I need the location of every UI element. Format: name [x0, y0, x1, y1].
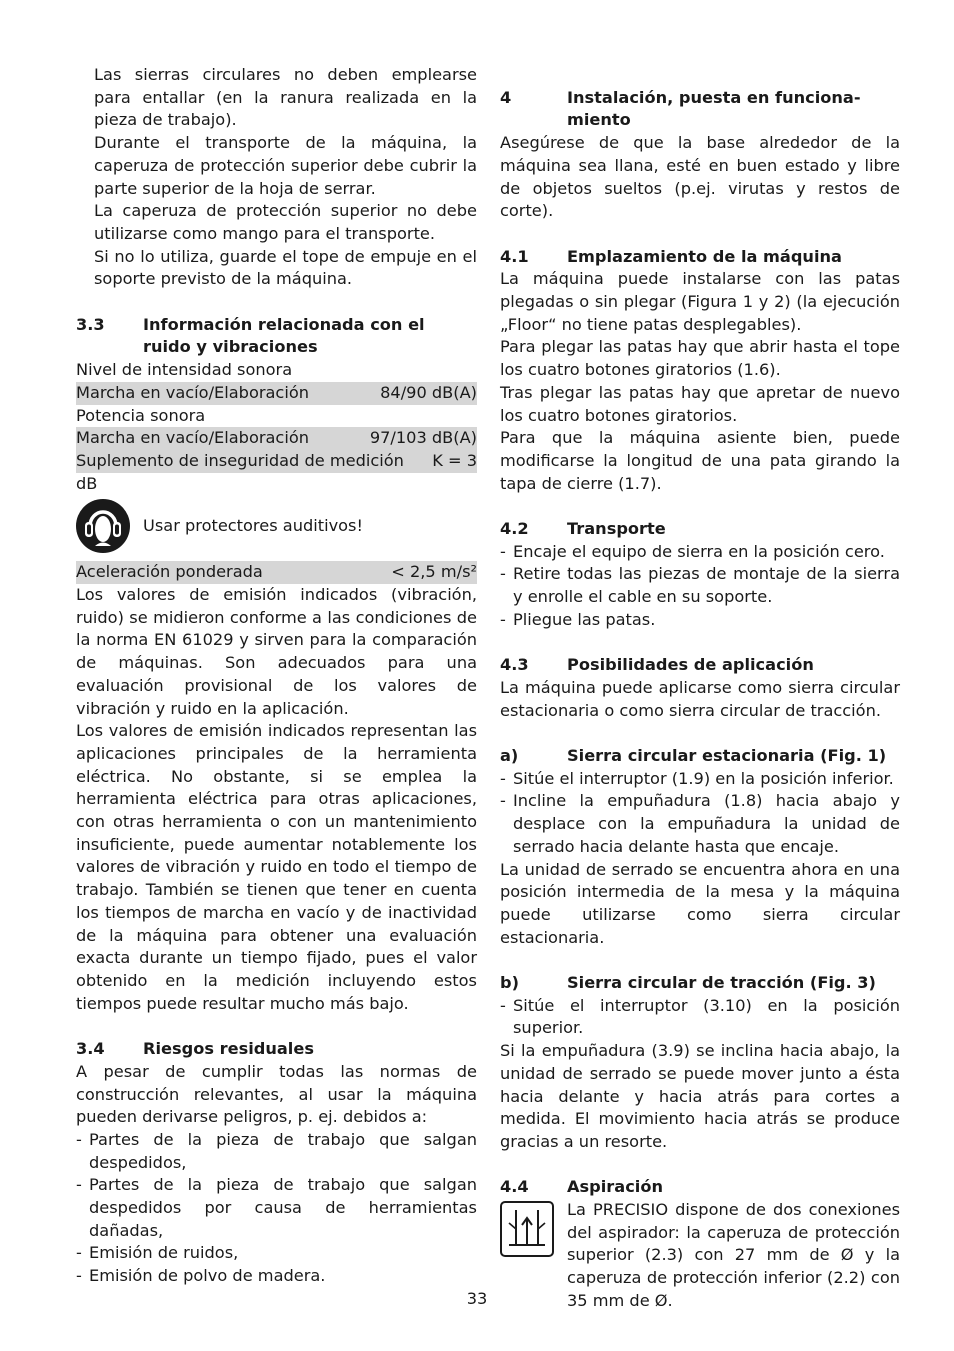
- list-item: - Incline la empuñadura (1.8) hacia abajo y desplace con la empuñadura la unidad de serrado hacia delante hasta que encaje.: [500, 790, 900, 858]
- section-title: Emplazamiento de la máquina: [567, 246, 842, 266]
- noise-row: [76, 450, 477, 473]
- section-text: Para plegar las patas hay que abrir hasta el tope los cuatro botones giratorios (1.6).: [500, 337, 900, 380]
- section-heading-4-3: [500, 654, 900, 677]
- page-number: 33: [466, 1289, 488, 1308]
- section-number: 4.3: [500, 655, 529, 675]
- section-title: Instalación, puesta en funciona-miento: [567, 87, 861, 130]
- section-text: La máquina puede aplicarse como sierra circular estacionaria o como sierra circular de tracción.: [500, 677, 900, 720]
- noise-row-label: Marcha en vacío/Elaboración: [76, 428, 309, 448]
- section-number: a): [500, 746, 519, 766]
- intro-paragraph: Las sierras circulares no deben emplearse para entallar (en la ranura realizada en la pieza de trabajo).: [94, 65, 477, 130]
- section-number: 4.2: [500, 519, 529, 539]
- noise-row-label: Suplemento de inseguridad de medición: [76, 450, 404, 470]
- noise-row-value: K = 3: [432, 450, 477, 470]
- section-number: 3.4: [76, 1039, 105, 1059]
- section-title: Riesgos residuales: [143, 1039, 314, 1059]
- list-item: - Encaje el equipo de sierra en la posición cero.: [500, 541, 900, 564]
- noise-row-value: 84/90 dB(A): [380, 382, 477, 402]
- list-item: - Sitúe el interruptor (1.9) en la posición inferior.: [500, 768, 900, 791]
- intro-paragraph: La caperuza de protección superior no debe utilizarse como mango para el transporte.: [94, 201, 477, 243]
- left-column: [76, 64, 477, 1288]
- noise-row: [76, 382, 477, 405]
- ear-protection-icon: [76, 499, 130, 553]
- section-heading-4: [500, 87, 900, 132]
- section-title: Información relacionada con el ruido y vibraciones: [143, 314, 425, 357]
- acceleration-value: < 2,5 m/s²: [391, 562, 477, 582]
- section-number: 4.1: [500, 246, 529, 266]
- list-item: - Retire todas las piezas de montaje de la sierra y enrolle el cable en su soporte.: [500, 563, 900, 608]
- ear-protection-text: Usar protectores auditivos!: [143, 515, 363, 535]
- emission-paragraph: Los valores de emisión indicados representan las aplicaciones principales de la herramienta eléctrica. No obstante, si se emplea la herramienta eléctrica para otras aplicaciones, con otras herramienta o con un mantenimiento insuficiente, puede aumentar notablemente los valores de vibración y ruido en todo el tiempo de trabajo. También se tienen que tener en cuenta los tiempos de marcha en vacío y de inactividad de la máquina para obtener una evaluación exacta durante un tiempo fijado, pues el valor obtenido en la medición incluyendo estos tiempos puede resultar mucho más bajo.: [76, 721, 477, 1013]
- section-heading-b: [500, 972, 900, 995]
- section-text: La PRECISIO dispone de dos conexiones del aspirador: la caperuza de protección superior (2.3) con 27 mm de Ø y la caperuza de protección inferior (2.2) con 35 mm de Ø.: [567, 1200, 900, 1310]
- section-number: b): [500, 973, 519, 993]
- emission-paragraph: Los valores de emisión indicados (vibración, ruido) se midieron conforme a las condiciones de la norma EN 61029 y sirven para la comparación de máquinas. Son adecuados para una evaluación provisional de los valores de vibración y ruido en la aplicación.: [76, 585, 477, 718]
- acceleration-row: [76, 561, 477, 584]
- list-item: - Emisión de polvo de madera.: [76, 1265, 477, 1288]
- list-item: - Pliegue las patas.: [500, 609, 900, 632]
- section-number: 4.4: [500, 1177, 529, 1197]
- section-heading-4-2: [500, 518, 900, 541]
- section-number: 3.3: [76, 314, 105, 334]
- right-column: [500, 64, 900, 1313]
- section-text: Si la empuñadura (3.9) se inclina hacia abajo, la unidad de serrado se puede mover junto a ésta hacia delante y hacia atrás para cortes a medida. El movimiento hacia atrás se produce gracias a un resorte.: [500, 1041, 900, 1151]
- section-title: Posibilidades de aplicación: [567, 655, 814, 675]
- list-item: - Partes de la pieza de trabajo que salgan despedidos por causa de herramientas dañadas,: [76, 1174, 477, 1242]
- transport-list: [500, 541, 900, 632]
- stationary-list: [500, 768, 900, 859]
- section-text: La unidad de serrado se encuentra ahora en una posición intermedia de la mesa y la máquina puede utilizarse como sierra circular estacionaria.: [500, 859, 900, 947]
- noise-row-unit: dB: [76, 473, 98, 493]
- section-number: 4: [500, 87, 512, 107]
- list-item: - Emisión de ruidos,: [76, 1242, 477, 1265]
- section-heading-3-3: [76, 314, 477, 359]
- residual-risk-intro: A pesar de cumplir todas las normas de construcción relevantes, al usar la máquina pueden derivarse peligros, p. ej. debidos a:: [76, 1061, 477, 1127]
- intro-paragraph: Durante el transporte de la máquina, la caperuza de protección superior debe cubrir la parte superior de la hoja de serrar.: [94, 133, 477, 198]
- section-text: Para que la máquina asiente bien, puede modificarse la longitud de una pata girando la tapa de cierre (1.7).: [500, 428, 900, 493]
- section-heading-3-4: [76, 1038, 477, 1061]
- dust-extraction-icon: [500, 1201, 554, 1257]
- residual-risk-list: [76, 1129, 477, 1288]
- section-title: Sierra circular de tracción (Fig. 3): [567, 973, 876, 993]
- section-text: Tras plegar las patas hay que apretar de nuevo los cuatro botones giratorios.: [500, 382, 900, 425]
- section-text: La máquina puede instalarse con las patas plegadas o sin plegar (Figura 1 y 2) (la ejecución „Floor“ no tiene patas desplegables).: [500, 269, 900, 334]
- section-title: Transporte: [567, 519, 666, 539]
- list-item: - Partes de la pieza de trabajo que salgan despedidos,: [76, 1129, 477, 1174]
- section-heading-a: [500, 745, 900, 768]
- noise-row-value: 97/103 dB(A): [369, 428, 477, 448]
- noise-row: [76, 427, 477, 450]
- acceleration-label: Aceleración ponderada: [76, 562, 263, 582]
- section-text: Asegúrese de que la base alrededor de la máquina sea llana, esté en buen estado y libre de objetos sueltos (p.ej. virutas y restos de corte).: [500, 133, 900, 221]
- noise-row-label: Marcha en vacío/Elaboración: [76, 382, 309, 402]
- list-item: - Sitúe el interruptor (3.10) en la posición superior.: [500, 995, 900, 1040]
- ear-protection-notice: [76, 499, 477, 553]
- sound-power-label: Potencia sonora: [76, 405, 206, 425]
- traction-list: [500, 995, 900, 1040]
- section-title: Sierra circular estacionaria (Fig. 1): [567, 746, 887, 766]
- section-title: Aspiración: [567, 1177, 663, 1197]
- section-heading-4-1: [500, 246, 900, 269]
- section-heading-4-4: [500, 1176, 900, 1199]
- sound-level-label: Nivel de intensidad sonora: [76, 360, 293, 380]
- intro-paragraph: Si no lo utiliza, guarde el tope de empuje en el soporte previsto de la máquina.: [94, 246, 477, 289]
